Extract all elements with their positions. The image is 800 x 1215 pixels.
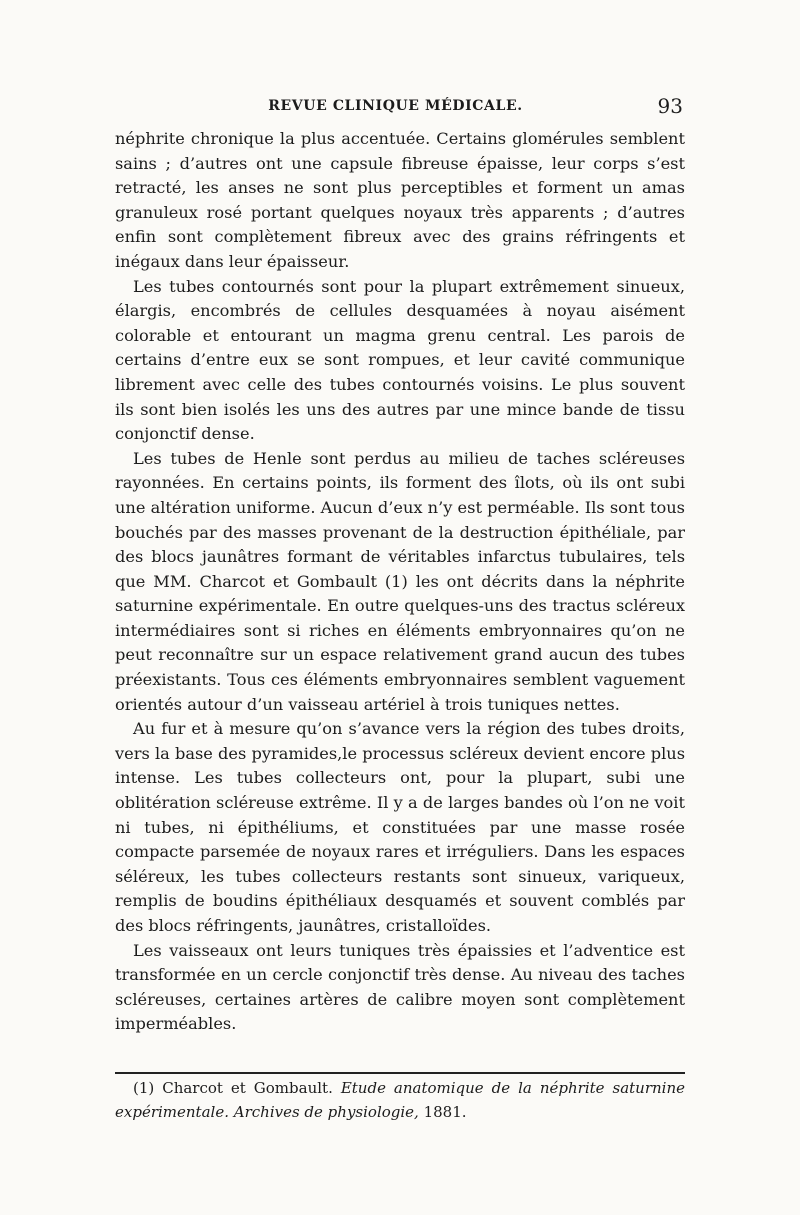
footnote-journal: Archives de physiologie, (233, 1103, 419, 1121)
footnote (115, 1076, 685, 1124)
footnote-title: Etude anatomique de la néphrite saturnine expérimentale. (115, 1079, 685, 1121)
footnote-year: 1881. (423, 1103, 467, 1121)
running-head (108, 94, 683, 122)
footnote-rule (115, 1072, 685, 1074)
footnote-marker: (1) Charcot et Gombault. (133, 1079, 333, 1097)
paragraph-tubes-droits: Au fur et à mesure qu’on s’avance vers la région des tubes droits, vers la base des pyramides,le processus scléreux devient encore plus intense. Les tubes collecteurs ont, pour la plupart, subi une oblitération scléreuse extrême. Il y a de larges bandes où l’on ne voit ni tubes, ni épithéliums, et constituées par une masse rosée compacte parsemée de noyaux rares et irréguliers. Dans les espaces séléreux, les tubes collecteurs restants sont sinueux, variqueux, remplis de boudins épithéliaux desquamés et souvent comblés par des blocs réfringents, jaunâtres, cristalloïdes. (115, 719, 685, 935)
paragraph-tubes-contournes: Les tubes contournés sont pour la plupart extrêmement sinueux, élargis, encombrés de cellules desquamées à noyau aisément colorable et entourant un magma grenu central. Les parois de certains d’entre eux se sont rompues, et leur cavité communique librement avec celle des tubes contournés voisins. Le plus souvent ils sont bien isolés les uns des autres par une mince bande de tissu conjonctif dense. (115, 276, 685, 444)
footnote-text (115, 1076, 685, 1124)
body-text (115, 127, 685, 1037)
paragraph-vaisseaux: Les vaisseaux ont leurs tuniques très épaissies et l’adventice est transformée en un cercle conjonctif très dense. Au niveau des taches scléreuses, certaines artères de calibre moyen sont complètement imperméables. (115, 940, 685, 1034)
paragraph-continuation: néphrite chronique la plus accentuée. Certains glomérules semblent sains ; d’autres ont une capsule fibreuse épaisse, leur corps s’est retracté, les anses ne sont plus perceptibles et forment un amas granuleux rosé portant quelques noyaux très apparents ; d’autres enfin sont complètement fibreux avec des grains réfringents et inégaux dans leur épaisseur. (115, 129, 685, 271)
page-number: 93 (657, 94, 683, 118)
running-head-title: REVUE CLINIQUE MÉDICALE. (268, 98, 523, 114)
paragraph-tubes-henle: Les tubes de Henle sont perdus au milieu de taches scléreuses rayonnées. En certains points, ils forment des îlots, où ils ont subi une altération uniforme. Aucun d’eux n’y est perméable. Ils sont tous bouchés par des masses provenant de la destruction épithéliale, par des blocs jaunâtres formant de véritables infarctus tubulaires, tels que MM. Charcot et Gombault (1) les ont décrits dans la néphrite saturnine expérimentale. En outre quelques-uns des tractus scléreux intermédiaires sont si riches en éléments embryonnaires qu’on ne peut reconnaître sur un espace relativement grand aucun des tubes préexistants. Tous ces éléments embryonnaires semblent vaguement orientés autour d’un vaisseau artériel à trois tuniques nettes. (115, 448, 685, 714)
